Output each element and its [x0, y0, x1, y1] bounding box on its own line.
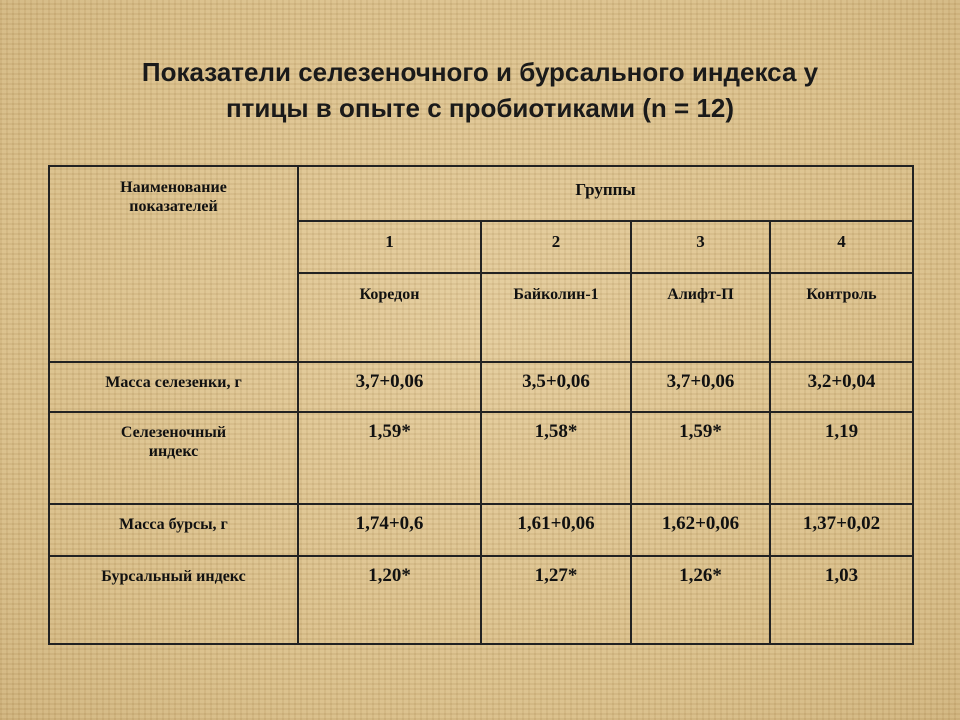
row-label-line-2: индекс: [148, 443, 199, 460]
table-cell: 1,03: [770, 556, 913, 644]
group-number-1: 1: [298, 221, 481, 273]
group-name-2: Байколин-1: [481, 273, 631, 362]
row-label: Масса бурсы, г: [49, 504, 298, 556]
header-indicator-name-line-1: Наименование: [120, 179, 227, 196]
slide-title-line-1: Показатели селезеночного и бурсального индекса у: [141, 57, 819, 87]
table-cell: 1,20*: [298, 556, 481, 644]
row-label: Масса селезенки, г: [49, 362, 298, 412]
slide-title: [40, 54, 920, 126]
header-groups: Группы: [298, 166, 913, 221]
table-cell: 1,59*: [298, 412, 481, 504]
table-cell: 1,37+0,02: [770, 504, 913, 556]
table-cell: 1,58*: [481, 412, 631, 504]
header-indicator-name: [49, 166, 298, 362]
group-number-3: 3: [631, 221, 770, 273]
table-row: [49, 412, 913, 504]
table-row: [49, 362, 913, 412]
table-header-row-groups: [49, 166, 913, 221]
header-indicator-name-line-2: показателей: [129, 198, 218, 215]
table-cell: 1,19: [770, 412, 913, 504]
table-row: [49, 504, 913, 556]
row-label-line-1: Селезеночный: [120, 424, 227, 441]
table-cell: 1,26*: [631, 556, 770, 644]
group-name-3: Алифт-П: [631, 273, 770, 362]
row-label: Бурсальный индекс: [49, 556, 298, 644]
group-number-4: 4: [770, 221, 913, 273]
table-cell: 3,5+0,06: [481, 362, 631, 412]
table-cell: 3,7+0,06: [298, 362, 481, 412]
table-cell: 1,59*: [631, 412, 770, 504]
table-cell: 1,61+0,06: [481, 504, 631, 556]
table-cell: 1,27*: [481, 556, 631, 644]
table-row: [49, 556, 913, 644]
group-name-4: Контроль: [770, 273, 913, 362]
slide-title-line-2: птицы в опыте с пробиотиками (n = 12): [225, 93, 735, 123]
row-label: [49, 412, 298, 504]
table-cell: 1,62+0,06: [631, 504, 770, 556]
group-name-1: Коредон: [298, 273, 481, 362]
table-cell: 1,74+0,6: [298, 504, 481, 556]
table-cell: 3,2+0,04: [770, 362, 913, 412]
group-number-2: 2: [481, 221, 631, 273]
table-cell: 3,7+0,06: [631, 362, 770, 412]
indices-table: [48, 165, 914, 645]
